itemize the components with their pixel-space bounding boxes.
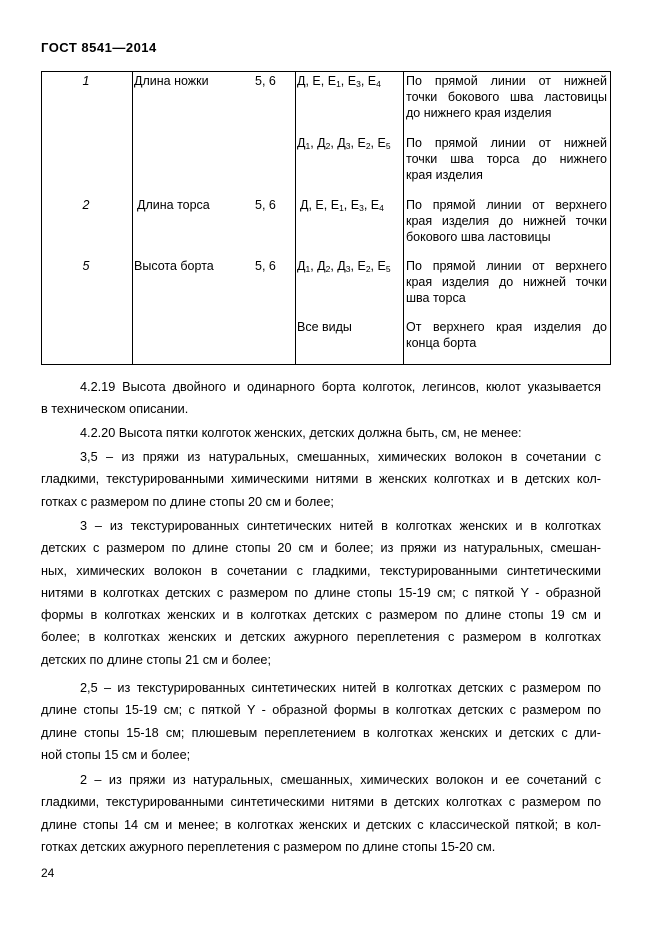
measurement-name: Высота борта (134, 259, 214, 273)
measurement-description: По прямой линии от верхнего края изделия до нижней точки бокового шва ластовицы (406, 198, 607, 244)
product-groups: $Д_1$, $Д_2$, $Д_3$, $Е_2$, $Е_5$ (297, 136, 391, 151)
paragraph-4-2-19: 4.2.19 Высота двойного и одинарного борта колготок, легинсов, кюлот указывается в техническом описании. (41, 380, 601, 417)
measurement-description: По прямой линии от верхнего края изделия до нижней точки шва торса (406, 259, 607, 305)
table-column-divider (295, 72, 296, 364)
row-number: 2 (82, 198, 90, 212)
paragraph-heel-2-5: 2,5 – из текстурированных синтетических нитей в колготках детских с размером по длине стопы 15-19 см; с пяткой Y - образной формы в колготках детских с размером по длине стопы 15-18 см; плюшевым переплетением в колготках женских и детских с дли- ной стопы 15 см и более; (41, 681, 601, 762)
table-column-divider (132, 72, 133, 364)
paragraph-heel-3-5: 3,5 – из пряжи из натуральных, смешанных, химических волокон в сочетании с гладкими, текстурированными химическими нитями в женских колготках и в детских кол- готках с размером по длине стопы 20 см и более; (41, 450, 601, 509)
product-groups: Д, Е, $Е_1$, $Е_3$, $Е_4$ (300, 198, 384, 213)
measurement-name: Длина ножки (134, 74, 209, 88)
paragraph-heel-3: 3 – из текстурированных синтетических нитей в колготках женских и в колготках детских с размером по длине стопы 20 см и более; из пряжи из натуральных, смешан- ных, химических волокон в сочетании с гладкими, текстурированными синтетическими нитями в колготках детских с размером по длине стопы 15-19 см; с пяткой Y - образной формы в колготках женских и в колготках детских с размером по длине стопы 19 см и более; в колготках женских и детских ажурного переплетения с размером в колготках детских по длине стопы 21 см и более; (41, 519, 601, 667)
measurement-description: По прямой линии от нижней точки бокового шва ластовицы до нижнего края изделия (406, 74, 607, 120)
document-header: ГОСТ 8541—2014 (41, 40, 157, 55)
table-column-divider (403, 72, 404, 364)
measurement-name: Длина торса (137, 198, 210, 212)
paragraph-heel-2: 2 – из пряжи из натуральных, смешанных, химических волокон и ее сочетаний с гладкими, текстурированными синтетическими нитями в детских колготках с размером по длине стопы 14 см и менее; в колготках женских и детских с классической пяткой; в кол- готках детских ажурного переплетения с размером по длине стопы 15-20 см. (41, 773, 601, 854)
row-number: 1 (82, 74, 90, 88)
measurement-description: От верхнего края изделия до конца борта (406, 320, 607, 350)
product-groups: $Д_1$, $Д_2$, $Д_3$, $Е_2$, $Е_5$ (297, 259, 391, 274)
measurement-description: По прямой линии от нижней точки шва торса до нижнего края изделия (406, 136, 607, 182)
product-groups: Все виды (297, 320, 352, 334)
size-values: 5, 6 (255, 198, 276, 212)
paragraph-4-2-20: 4.2.20 Высота пятки колготок женских, детских должна быть, см, не менее: (80, 426, 522, 440)
page-number: 24 (41, 866, 55, 880)
row-number: 5 (82, 259, 90, 273)
size-values: 5, 6 (255, 259, 276, 273)
product-groups: Д, Е, $Е_1$, $Е_3$, $Е_4$ (297, 74, 381, 89)
size-values: 5, 6 (255, 74, 276, 88)
